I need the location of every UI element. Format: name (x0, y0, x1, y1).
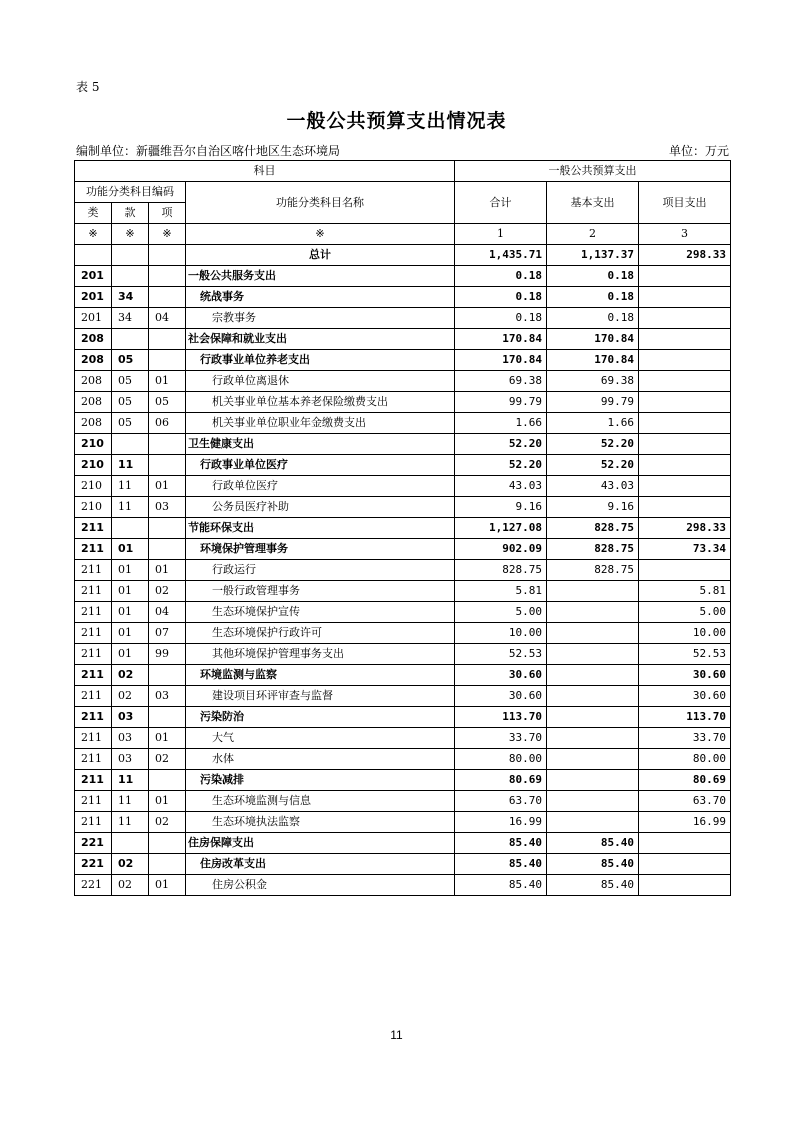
code-lei-cell: 211 (75, 518, 112, 539)
total-cell: 5.00 (455, 602, 547, 623)
basic-cell (547, 665, 639, 686)
project-cell: 5.00 (639, 602, 731, 623)
project-cell (639, 476, 731, 497)
basic-cell: 828.75 (547, 560, 639, 581)
item-name-cell: 机关事业单位职业年金缴费支出 (186, 413, 455, 434)
total-cell: 85.40 (455, 875, 547, 896)
project-cell: 63.70 (639, 791, 731, 812)
code-kuan-cell: 05 (112, 350, 149, 371)
code-lei-cell: 211 (75, 665, 112, 686)
code-kuan-cell: 03 (112, 728, 149, 749)
code-kuan-cell: 01 (112, 581, 149, 602)
code-kuan-cell (112, 518, 149, 539)
project-cell (639, 371, 731, 392)
total-cell: 113.70 (455, 707, 547, 728)
page-number: 11 (390, 1028, 403, 1042)
total-cell: 16.99 (455, 812, 547, 833)
project-cell (639, 833, 731, 854)
table-row (75, 833, 731, 854)
table-row (75, 728, 731, 749)
code-kuan-cell (112, 329, 149, 350)
project-cell (639, 497, 731, 518)
project-cell: 30.60 (639, 686, 731, 707)
code-kuan-cell (112, 245, 149, 266)
code-lei-cell: 208 (75, 350, 112, 371)
code-xiang-cell (149, 854, 186, 875)
code-kuan-cell: 34 (112, 308, 149, 329)
code-lei-cell: 211 (75, 791, 112, 812)
basic-cell: 1,137.37 (547, 245, 639, 266)
table-row (75, 581, 731, 602)
table-row (75, 749, 731, 770)
code-xiang-cell (149, 707, 186, 728)
table-row (75, 266, 731, 287)
table-body (75, 245, 731, 896)
item-name-cell: 行政运行 (186, 560, 455, 581)
code-xiang-cell (149, 665, 186, 686)
code-xiang-cell: 02 (149, 581, 186, 602)
code-kuan-cell: 11 (112, 770, 149, 791)
header-budget: 一般公共预算支出 (455, 161, 731, 182)
table-row (75, 623, 731, 644)
table-row (75, 539, 731, 560)
page-title: 一般公共预算支出情况表 (286, 110, 507, 132)
table-row (75, 434, 731, 455)
total-cell: 0.18 (455, 287, 547, 308)
header-row-2 (75, 182, 731, 203)
project-cell: 113.70 (639, 707, 731, 728)
total-cell: 1,127.08 (455, 518, 547, 539)
basic-cell: 9.16 (547, 497, 639, 518)
total-cell: 5.81 (455, 581, 547, 602)
code-xiang-cell (149, 287, 186, 308)
project-cell: 33.70 (639, 728, 731, 749)
total-cell: 0.18 (455, 266, 547, 287)
total-cell: 69.38 (455, 371, 547, 392)
code-lei-cell: 211 (75, 728, 112, 749)
code-kuan-cell: 05 (112, 392, 149, 413)
code-kuan-cell (112, 434, 149, 455)
item-name-cell: 宗教事务 (186, 308, 455, 329)
code-kuan-cell: 02 (112, 854, 149, 875)
item-name-cell: 一般公共服务支出 (186, 266, 455, 287)
code-xiang-cell: 03 (149, 497, 186, 518)
basic-cell (547, 686, 639, 707)
code-kuan-cell: 01 (112, 602, 149, 623)
header-basic: 基本支出 (547, 182, 639, 224)
item-name-cell: 卫生健康支出 (186, 434, 455, 455)
code-xiang-cell (149, 518, 186, 539)
item-name-cell: 住房公积金 (186, 875, 455, 896)
header-subject: 科目 (75, 161, 455, 182)
total-cell: 80.00 (455, 749, 547, 770)
header-project: 项目支出 (639, 182, 731, 224)
item-name-cell: 行政事业单位医疗 (186, 455, 455, 476)
code-lei-cell: 201 (75, 287, 112, 308)
code-xiang-cell (149, 539, 186, 560)
item-name-cell: 统战事务 (186, 287, 455, 308)
code-kuan-cell: 05 (112, 413, 149, 434)
table-row (75, 287, 731, 308)
project-cell (639, 308, 731, 329)
code-xiang-cell: 01 (149, 371, 186, 392)
code-lei-cell: 201 (75, 308, 112, 329)
code-xiang-cell: 01 (149, 728, 186, 749)
item-name-cell: 生态环境监测与信息 (186, 791, 455, 812)
code-xiang-cell: 05 (149, 392, 186, 413)
project-cell: 5.81 (639, 581, 731, 602)
total-cell: 30.60 (455, 665, 547, 686)
basic-cell: 170.84 (547, 329, 639, 350)
project-cell (639, 329, 731, 350)
project-cell: 298.33 (639, 518, 731, 539)
code-lei-cell: 211 (75, 707, 112, 728)
code-kuan-cell: 02 (112, 875, 149, 896)
basic-cell: 85.40 (547, 854, 639, 875)
code-lei-cell: 210 (75, 476, 112, 497)
table-row (75, 560, 731, 581)
project-cell (639, 875, 731, 896)
code-lei-cell: 211 (75, 749, 112, 770)
code-xiang-cell (149, 434, 186, 455)
code-kuan-cell: 02 (112, 686, 149, 707)
header-kuan: 款 (112, 203, 149, 224)
item-name-cell: 机关事业单位基本养老保险缴费支出 (186, 392, 455, 413)
code-lei-cell: 208 (75, 371, 112, 392)
table-row (75, 602, 731, 623)
code-kuan-cell: 01 (112, 644, 149, 665)
basic-cell (547, 791, 639, 812)
item-name-cell: 生态环境保护宣传 (186, 602, 455, 623)
table-row (75, 686, 731, 707)
basic-cell: 170.84 (547, 350, 639, 371)
code-xiang-cell: 99 (149, 644, 186, 665)
basic-cell (547, 812, 639, 833)
project-cell: 16.99 (639, 812, 731, 833)
mark-lei: ※ (75, 224, 112, 245)
col-index-1: 1 (455, 224, 547, 245)
project-cell: 30.60 (639, 665, 731, 686)
basic-cell (547, 749, 639, 770)
item-name-cell: 行政单位离退休 (186, 371, 455, 392)
table-row (75, 644, 731, 665)
code-xiang-cell: 02 (149, 812, 186, 833)
item-name-cell: 污染防治 (186, 707, 455, 728)
total-cell: 1.66 (455, 413, 547, 434)
basic-cell (547, 623, 639, 644)
table-row (75, 812, 731, 833)
code-lei-cell: 211 (75, 686, 112, 707)
item-name-cell: 环境保护管理事务 (186, 539, 455, 560)
basic-cell (547, 644, 639, 665)
table-row (75, 770, 731, 791)
code-xiang-cell (149, 455, 186, 476)
project-cell: 298.33 (639, 245, 731, 266)
total-cell: 828.75 (455, 560, 547, 581)
basic-cell (547, 581, 639, 602)
header-xiang: 项 (149, 203, 186, 224)
code-xiang-cell (149, 770, 186, 791)
table-number: 表 5 (76, 80, 100, 94)
code-xiang-cell: 01 (149, 476, 186, 497)
basic-cell: 99.79 (547, 392, 639, 413)
header-code: 功能分类科目编码 (75, 182, 186, 203)
total-cell: 10.00 (455, 623, 547, 644)
basic-cell: 52.20 (547, 434, 639, 455)
code-kuan-cell: 01 (112, 539, 149, 560)
total-cell: 43.03 (455, 476, 547, 497)
item-name-cell: 住房保障支出 (186, 833, 455, 854)
total-cell: 1,435.71 (455, 245, 547, 266)
code-xiang-cell: 01 (149, 875, 186, 896)
basic-cell (547, 707, 639, 728)
code-kuan-cell: 01 (112, 623, 149, 644)
total-cell: 52.20 (455, 455, 547, 476)
item-name-cell: 住房改革支出 (186, 854, 455, 875)
code-lei-cell (75, 245, 112, 266)
code-lei-cell: 210 (75, 434, 112, 455)
total-cell: 170.84 (455, 350, 547, 371)
project-cell (639, 854, 731, 875)
total-cell: 33.70 (455, 728, 547, 749)
code-kuan-cell: 03 (112, 707, 149, 728)
money-unit: 单位：万元 (668, 144, 729, 158)
header-name: 功能分类科目名称 (186, 182, 455, 224)
code-lei-cell: 211 (75, 644, 112, 665)
total-cell: 30.60 (455, 686, 547, 707)
basic-cell: 828.75 (547, 539, 639, 560)
item-name-cell: 行政事业单位养老支出 (186, 350, 455, 371)
basic-cell (547, 728, 639, 749)
budget-table (74, 160, 731, 896)
item-name-cell: 公务员医疗补助 (186, 497, 455, 518)
code-lei-cell: 211 (75, 770, 112, 791)
header-row-1 (75, 161, 731, 182)
total-cell: 0.18 (455, 308, 547, 329)
code-kuan-cell (112, 833, 149, 854)
table-row (75, 707, 731, 728)
code-lei-cell: 211 (75, 539, 112, 560)
code-lei-cell: 210 (75, 497, 112, 518)
mark-name: ※ (186, 224, 455, 245)
total-cell: 80.69 (455, 770, 547, 791)
table-row (75, 875, 731, 896)
item-name-cell: 生态环境保护行政许可 (186, 623, 455, 644)
project-cell: 52.53 (639, 644, 731, 665)
basic-cell: 0.18 (547, 308, 639, 329)
table-row (75, 392, 731, 413)
code-kuan-cell: 01 (112, 560, 149, 581)
code-xiang-cell (149, 266, 186, 287)
code-xiang-cell: 01 (149, 791, 186, 812)
code-lei-cell: 208 (75, 413, 112, 434)
table-row (75, 791, 731, 812)
table-row (75, 497, 731, 518)
project-cell (639, 455, 731, 476)
basic-cell (547, 602, 639, 623)
basic-cell: 0.18 (547, 287, 639, 308)
item-name-cell: 大气 (186, 728, 455, 749)
total-cell: 85.40 (455, 854, 547, 875)
item-name-cell: 社会保障和就业支出 (186, 329, 455, 350)
code-lei-cell: 201 (75, 266, 112, 287)
code-xiang-cell: 04 (149, 602, 186, 623)
item-name-cell: 一般行政管理事务 (186, 581, 455, 602)
basic-cell: 43.03 (547, 476, 639, 497)
code-kuan-cell: 11 (112, 476, 149, 497)
code-kuan-cell: 11 (112, 455, 149, 476)
total-cell: 52.20 (455, 434, 547, 455)
table-row (75, 413, 731, 434)
code-xiang-cell: 04 (149, 308, 186, 329)
basic-cell: 0.18 (547, 266, 639, 287)
code-lei-cell: 221 (75, 833, 112, 854)
item-name-cell: 建设项目环评审查与监督 (186, 686, 455, 707)
code-lei-cell: 208 (75, 392, 112, 413)
project-cell: 80.69 (639, 770, 731, 791)
project-cell: 10.00 (639, 623, 731, 644)
code-lei-cell: 211 (75, 623, 112, 644)
basic-cell: 52.20 (547, 455, 639, 476)
basic-cell: 1.66 (547, 413, 639, 434)
code-xiang-cell (149, 329, 186, 350)
table-row (75, 518, 731, 539)
total-cell: 99.79 (455, 392, 547, 413)
header-lei: 类 (75, 203, 112, 224)
project-cell (639, 434, 731, 455)
total-cell: 9.16 (455, 497, 547, 518)
table-row (75, 371, 731, 392)
project-cell (639, 413, 731, 434)
mark-xiang: ※ (149, 224, 186, 245)
item-name-cell: 其他环境保护管理事务支出 (186, 644, 455, 665)
project-cell: 73.34 (639, 539, 731, 560)
code-kuan-cell: 11 (112, 812, 149, 833)
code-lei-cell: 221 (75, 875, 112, 896)
table-row (75, 455, 731, 476)
table-row (75, 308, 731, 329)
code-kuan-cell: 03 (112, 749, 149, 770)
code-lei-cell: 211 (75, 581, 112, 602)
table-row (75, 245, 731, 266)
project-cell (639, 266, 731, 287)
code-kuan-cell (112, 266, 149, 287)
table-row (75, 350, 731, 371)
basic-cell: 828.75 (547, 518, 639, 539)
code-lei-cell: 211 (75, 602, 112, 623)
code-kuan-cell: 34 (112, 287, 149, 308)
item-name-cell: 污染减排 (186, 770, 455, 791)
code-xiang-cell: 01 (149, 560, 186, 581)
total-cell: 85.40 (455, 833, 547, 854)
project-cell (639, 287, 731, 308)
code-kuan-cell: 02 (112, 665, 149, 686)
header-total: 合计 (455, 182, 547, 224)
code-xiang-cell (149, 350, 186, 371)
table-row (75, 854, 731, 875)
table-row (75, 476, 731, 497)
code-xiang-cell: 02 (149, 749, 186, 770)
table-row (75, 665, 731, 686)
code-lei-cell: 211 (75, 812, 112, 833)
basic-cell: 85.40 (547, 833, 639, 854)
basic-cell (547, 770, 639, 791)
project-cell (639, 350, 731, 371)
code-kuan-cell: 11 (112, 497, 149, 518)
item-name-cell: 节能环保支出 (186, 518, 455, 539)
code-xiang-cell (149, 833, 186, 854)
col-index-2: 2 (547, 224, 639, 245)
mark-kuan: ※ (112, 224, 149, 245)
code-kuan-cell: 11 (112, 791, 149, 812)
project-cell: 80.00 (639, 749, 731, 770)
code-lei-cell: 221 (75, 854, 112, 875)
code-xiang-cell: 06 (149, 413, 186, 434)
code-xiang-cell: 03 (149, 686, 186, 707)
basic-cell: 85.40 (547, 875, 639, 896)
code-lei-cell: 211 (75, 560, 112, 581)
code-lei-cell: 210 (75, 455, 112, 476)
table-row (75, 329, 731, 350)
item-name-cell: 生态环境执法监察 (186, 812, 455, 833)
item-name-cell: 行政单位医疗 (186, 476, 455, 497)
total-cell: 170.84 (455, 329, 547, 350)
basic-cell: 69.38 (547, 371, 639, 392)
compiling-unit: 编制单位：新疆维吾尔自治区喀什地区生态环境局 (76, 144, 341, 158)
project-cell (639, 392, 731, 413)
code-xiang-cell: 07 (149, 623, 186, 644)
code-lei-cell: 208 (75, 329, 112, 350)
total-cell: 52.53 (455, 644, 547, 665)
header-row-4 (75, 224, 731, 245)
item-name-cell: 总计 (186, 245, 455, 266)
col-index-3: 3 (639, 224, 731, 245)
code-kuan-cell: 05 (112, 371, 149, 392)
project-cell (639, 560, 731, 581)
code-xiang-cell (149, 245, 186, 266)
total-cell: 902.09 (455, 539, 547, 560)
total-cell: 63.70 (455, 791, 547, 812)
item-name-cell: 环境监测与监察 (186, 665, 455, 686)
item-name-cell: 水体 (186, 749, 455, 770)
